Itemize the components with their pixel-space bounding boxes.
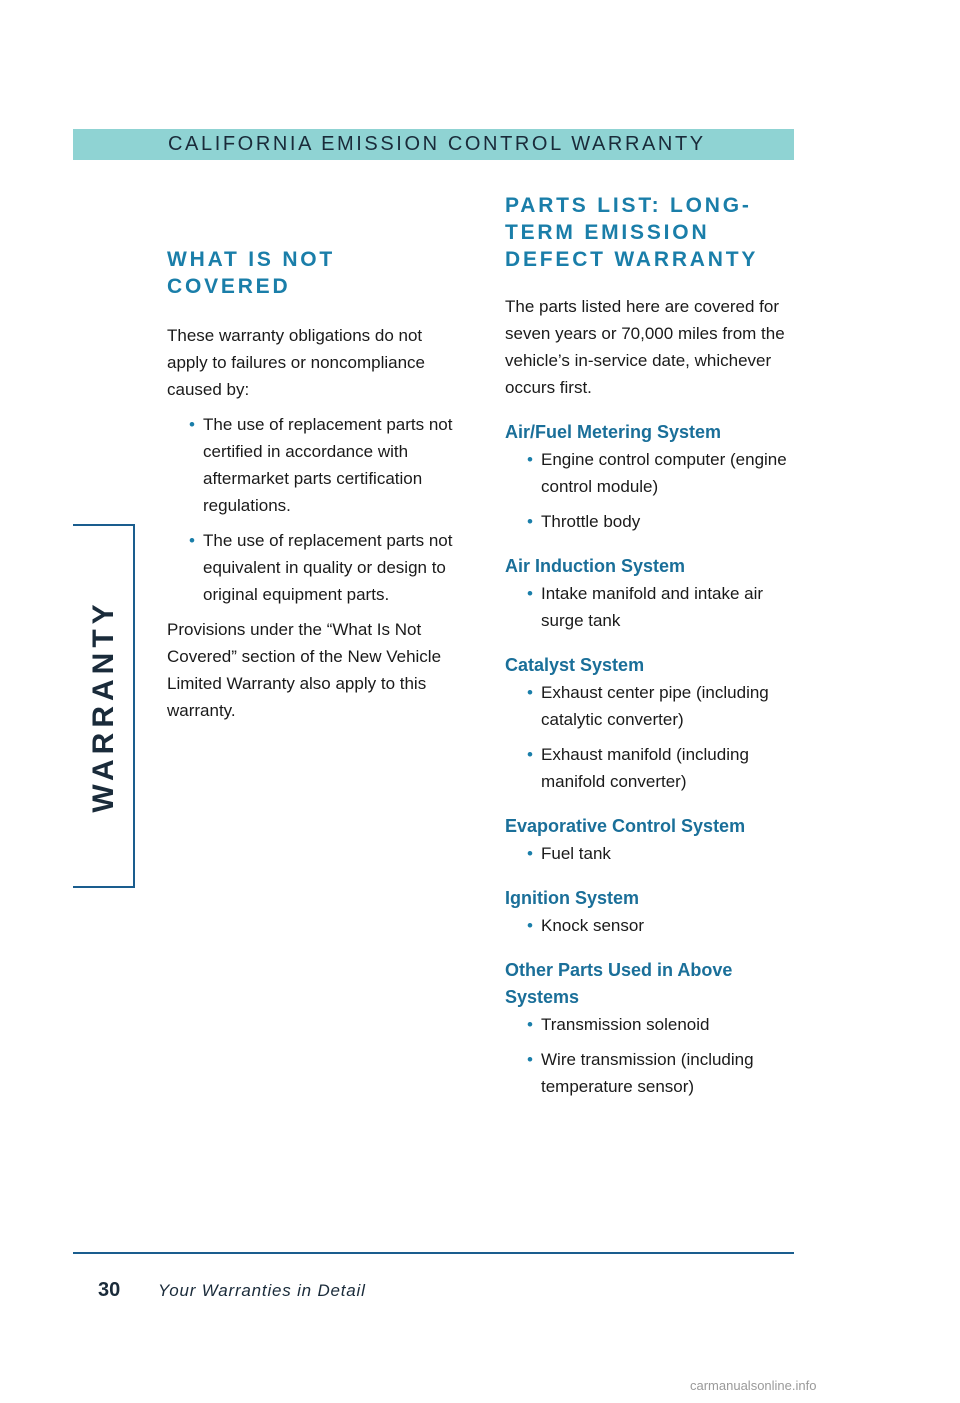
section-header-title: CALIFORNIA EMISSION CONTROL WARRANTY	[168, 133, 706, 155]
bullet-icon: •	[527, 683, 533, 702]
bullet-icon: •	[527, 844, 533, 863]
list-item	[505, 1011, 797, 1038]
not-covered-list	[167, 411, 467, 608]
bullet-icon: •	[189, 415, 195, 434]
list-item	[505, 580, 797, 634]
bullet-icon: •	[527, 745, 533, 764]
footer-divider	[73, 1252, 794, 1254]
parts-group-other	[505, 957, 797, 1100]
list-item	[505, 446, 797, 500]
right-column	[505, 192, 797, 1100]
not-covered-intro: These warranty obligations do not apply to failures or noncompliance caused by:	[167, 326, 425, 399]
parts-group-list	[505, 840, 797, 867]
list-item	[505, 1046, 797, 1100]
parts-group-list	[505, 580, 797, 634]
bullet-icon: •	[189, 531, 195, 550]
list-item-text: Fuel tank	[541, 844, 611, 863]
bullet-icon: •	[527, 916, 533, 935]
parts-group-title: Catalyst System	[505, 655, 645, 675]
bullet-icon: •	[527, 450, 533, 469]
parts-group-evaporative	[505, 813, 797, 867]
parts-group-title: Evaporative Control System	[505, 816, 746, 836]
list-item	[505, 912, 797, 939]
bullet-icon: •	[527, 512, 533, 531]
list-item	[505, 840, 797, 867]
list-item-text: Transmission solenoid	[541, 1015, 710, 1034]
parts-list-intro: The parts listed here are covered for seven years or 70,000 miles from the vehicle’s in-service date, whichever occurs first.	[505, 297, 785, 397]
list-item	[167, 527, 467, 608]
parts-list-heading: PARTS LIST: LONG-TERM EMISSION DEFECT WARRANTY	[505, 194, 759, 271]
list-item-text: Wire transmission (including temperature sensor)	[541, 1050, 754, 1096]
parts-group-list	[505, 679, 797, 795]
section-header-band	[73, 129, 794, 160]
not-covered-heading: WHAT IS NOT COVERED	[167, 248, 336, 298]
list-item-text: Exhaust center pipe (including catalytic converter)	[541, 683, 769, 729]
page-number: 30	[98, 1279, 121, 1301]
parts-group-title: Air Induction System	[505, 556, 686, 576]
not-covered-closing: Provisions under the “What Is Not Covered” section of the New Vehicle Limited Warranty also apply to this warranty.	[167, 620, 442, 720]
bullet-icon: •	[527, 1050, 533, 1069]
parts-group-title: Ignition System	[505, 888, 640, 908]
bullet-icon: •	[527, 1015, 533, 1034]
parts-group-list	[505, 446, 797, 535]
list-item	[505, 508, 797, 535]
list-item-text: Knock sensor	[541, 916, 644, 935]
parts-group-air-fuel	[505, 419, 797, 535]
list-item-text: Engine control computer (engine control module)	[541, 450, 787, 496]
left-column	[167, 246, 467, 724]
parts-group-title: Air/Fuel Metering System	[505, 422, 722, 442]
footer-title: Your Warranties in Detail	[158, 1281, 366, 1300]
parts-group-title: Other Parts Used in Above Systems	[505, 960, 733, 1007]
bullet-icon: •	[527, 584, 533, 603]
list-item	[505, 741, 797, 795]
list-item-text: Exhaust manifold (including manifold converter)	[541, 745, 749, 791]
watermark: carmanualsonline.info	[690, 1378, 817, 1393]
parts-group-catalyst	[505, 652, 797, 795]
parts-group-air-induction	[505, 553, 797, 634]
parts-group-ignition	[505, 885, 797, 939]
parts-group-list	[505, 1011, 797, 1100]
list-item	[505, 679, 797, 733]
list-item-text: Intake manifold and intake air surge tank	[541, 584, 764, 630]
side-tab-label: WARRANTY	[87, 599, 120, 813]
list-item-text: The use of replacement parts not equivalent in quality or design to original equipment parts.	[203, 531, 453, 604]
list-item-text: The use of replacement parts not certified in accordance with aftermarket parts certification regulations.	[203, 415, 453, 515]
parts-group-list	[505, 912, 797, 939]
list-item-text: Throttle body	[541, 512, 641, 531]
list-item	[167, 411, 467, 519]
